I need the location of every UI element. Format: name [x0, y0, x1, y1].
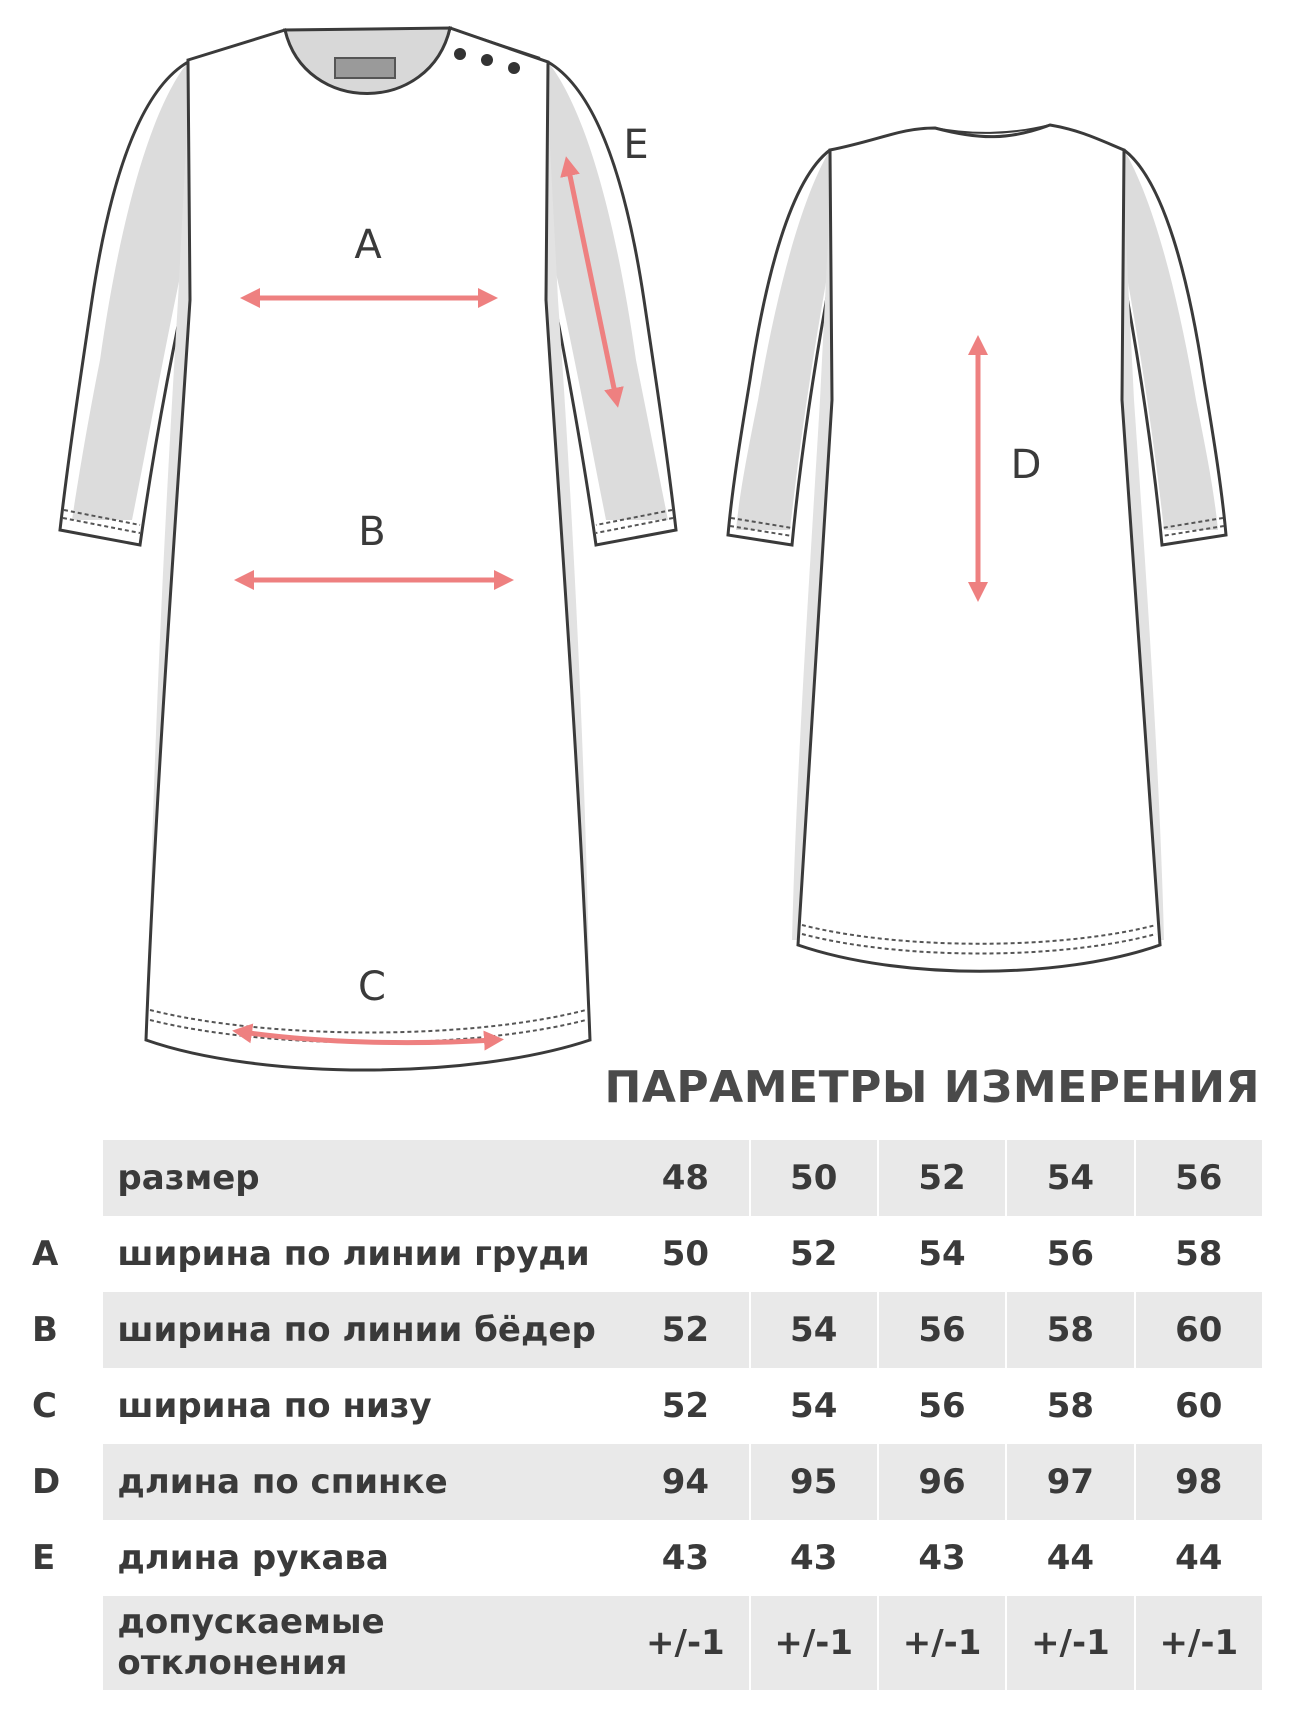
table-cell: 94: [622, 1444, 749, 1520]
tolerance-cell: +/-1: [878, 1596, 1006, 1690]
measure-code: B: [32, 1310, 58, 1350]
tolerance-label-line1: допускаемые: [117, 1602, 385, 1643]
label-b: B: [358, 509, 386, 555]
measure-label: ширина по линии бёдер: [103, 1292, 622, 1368]
table-cell: 56: [878, 1292, 1006, 1368]
tolerance-cell: +/-1: [1006, 1596, 1134, 1690]
table-cell: 43: [878, 1520, 1006, 1596]
table-row: [22, 1292, 1262, 1368]
table-code-cell: [22, 1140, 103, 1216]
table-cell: 52: [661, 1386, 710, 1426]
table-row: [22, 1216, 1262, 1292]
table-cell: 56: [878, 1368, 1006, 1444]
measure-code: C: [32, 1386, 57, 1426]
size-header-cell: 56: [1135, 1140, 1262, 1216]
label-d: D: [1010, 442, 1042, 488]
table-cell: 54: [750, 1292, 878, 1368]
section-title: ПАРАМЕТРЫ ИЗМЕРЕНИЯ: [604, 1062, 1260, 1113]
table-cell: 43: [661, 1538, 710, 1578]
size-table: [22, 1140, 1262, 1690]
tolerance-label-line2: отклонения: [117, 1643, 348, 1683]
table-row: [22, 1520, 1262, 1596]
table-cell: 96: [878, 1444, 1006, 1520]
measure-code: E: [32, 1538, 56, 1578]
button-icon: [481, 54, 493, 66]
table-cell: 60: [1135, 1368, 1262, 1444]
measure-label: ширина по низу: [117, 1386, 432, 1426]
tolerance-label: [103, 1596, 622, 1690]
table-cell: 58: [1006, 1368, 1134, 1444]
table-cell: 56: [1006, 1216, 1134, 1292]
table-cell: 98: [1135, 1444, 1262, 1520]
table-row: [22, 1444, 1262, 1520]
measure-label: длина по спинке: [103, 1444, 622, 1520]
table-cell: 52: [622, 1292, 749, 1368]
table-code-cell: [22, 1596, 103, 1690]
table-cell: 97: [1006, 1444, 1134, 1520]
size-header-label: размер: [103, 1140, 622, 1216]
tolerance-row: [22, 1596, 1262, 1690]
label-c: C: [358, 964, 386, 1010]
measure-code: D: [32, 1462, 61, 1502]
table-cell: 58: [1135, 1216, 1262, 1292]
table-cell: 44: [1006, 1520, 1134, 1596]
label-a: A: [354, 222, 382, 268]
neck-label-tag: [335, 58, 395, 78]
tolerance-cell: +/-1: [622, 1596, 749, 1690]
measure-code: A: [32, 1234, 59, 1274]
size-header-cell: 48: [622, 1140, 749, 1216]
table-header-row: [22, 1140, 1262, 1216]
button-icon: [508, 62, 520, 74]
size-header-cell: 54: [1006, 1140, 1134, 1216]
size-header-cell: 50: [750, 1140, 878, 1216]
label-e: E: [623, 122, 649, 168]
table-cell: 50: [661, 1234, 710, 1274]
button-icon: [454, 48, 466, 60]
table-cell: 58: [1006, 1292, 1134, 1368]
size-header-cell: 52: [878, 1140, 1006, 1216]
tolerance-cell: +/-1: [750, 1596, 878, 1690]
table-cell: 60: [1135, 1292, 1262, 1368]
table-cell: 54: [878, 1216, 1006, 1292]
table-cell: 95: [750, 1444, 878, 1520]
table-cell: 44: [1135, 1520, 1262, 1596]
table-cell: 43: [750, 1520, 878, 1596]
measure-label: длина рукава: [117, 1538, 389, 1578]
table-cell: 52: [750, 1216, 878, 1292]
tolerance-cell: +/-1: [1135, 1596, 1262, 1690]
table-cell: 54: [750, 1368, 878, 1444]
measure-label: ширина по линии груди: [117, 1234, 590, 1274]
table-row: [22, 1368, 1262, 1444]
